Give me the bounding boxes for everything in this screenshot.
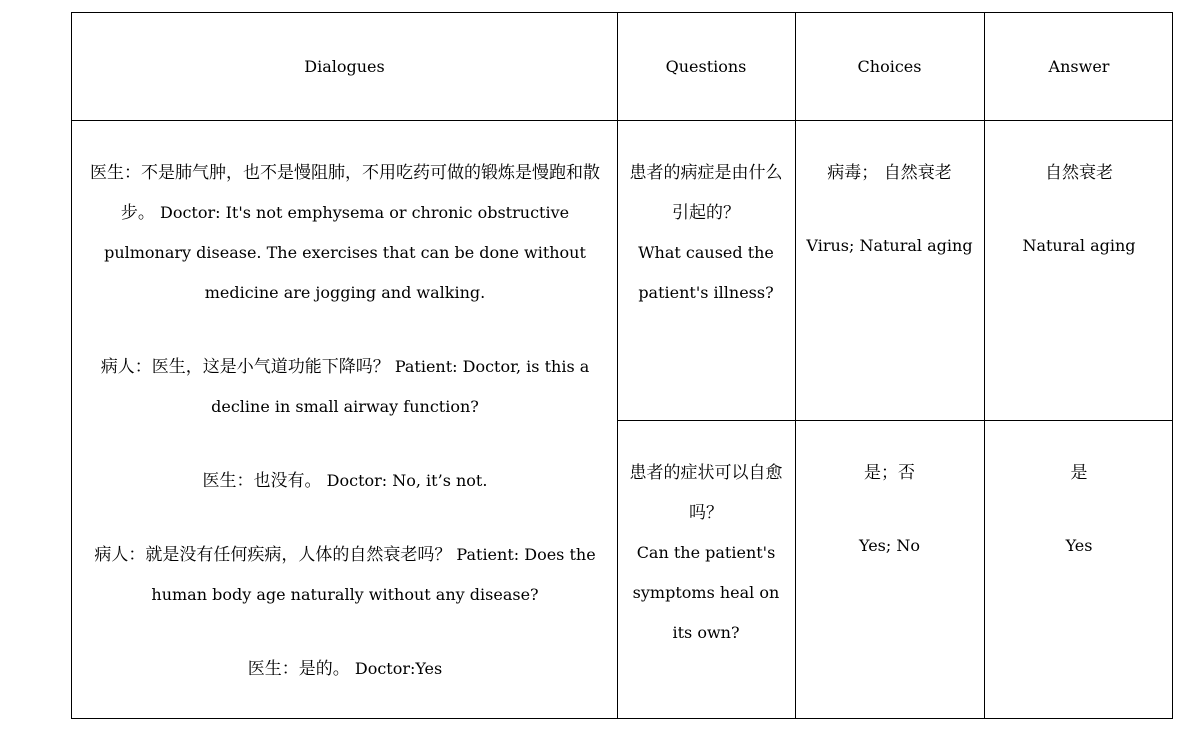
question-cell [629, 153, 783, 313]
choices-zh: 病毒； 自然衰老 [827, 163, 952, 183]
header-dialogues: Dialogues [304, 57, 385, 76]
dialogue-cell [84, 153, 606, 689]
answer-en: Natural aging [1022, 236, 1136, 255]
header-answer: Answer [1048, 57, 1110, 76]
dialogue-zh: 病人：医生，这是小气道功能下降吗？ [100, 357, 390, 377]
dialogue-zh: 医生：是的。 [247, 659, 350, 679]
dialogue-line [84, 153, 606, 313]
choices-zh: 是；否 [864, 463, 915, 483]
dialogue-en: Patient: Doctor, is this a decline in small airway function? [211, 357, 590, 416]
qa-table [71, 12, 1173, 719]
answer-zh: 自然衰老 [1045, 163, 1113, 183]
header-choices: Choices [857, 57, 922, 76]
row-divider [617, 420, 1172, 421]
answer-cell [989, 453, 1169, 566]
choices-cell [800, 153, 979, 266]
choices-en: Virus; Natural aging [806, 236, 973, 255]
dialogue-en: Doctor: It's not emphysema or chronic obstructive pulmonary disease. The exercises that can be done without medicine are jogging and walking. [104, 203, 586, 302]
header-divider [72, 120, 1172, 121]
dialogue-line [84, 649, 606, 689]
choices-en: Yes; No [859, 536, 920, 555]
question-cell [629, 453, 783, 653]
dialogue-line [84, 535, 606, 615]
dialogue-en: Doctor:Yes [354, 659, 443, 678]
question-en: Can the patient's symptoms heal on its own? [632, 543, 780, 642]
dialogue-line [84, 347, 606, 427]
answer-cell [989, 153, 1169, 266]
question-en: What caused the patient's illness? [638, 243, 774, 302]
dialogue-zh: 医生：不是肺气肿，也不是慢阻肺，不用吃药可做的锻炼是慢跑和散步。 [90, 163, 600, 223]
choices-cell [800, 453, 979, 566]
header-questions: Questions [665, 57, 747, 76]
dialogue-zh: 病人：就是没有任何疾病，人体的自然衰老吗？ [94, 545, 452, 565]
answer-zh: 是 [1070, 463, 1088, 483]
dialogue-en: Patient: Does the human body age naturally without any disease? [151, 545, 596, 604]
dialogue-zh: 医生：也没有。 [202, 471, 322, 491]
dialogue-line [84, 461, 606, 501]
answer-en: Yes [1065, 536, 1093, 555]
question-zh: 患者的病症是由什么引起的？ [629, 163, 783, 223]
question-zh: 患者的症状可以自愈吗？ [629, 463, 783, 523]
dialogue-en: Doctor: No, it’s not. [326, 471, 488, 490]
